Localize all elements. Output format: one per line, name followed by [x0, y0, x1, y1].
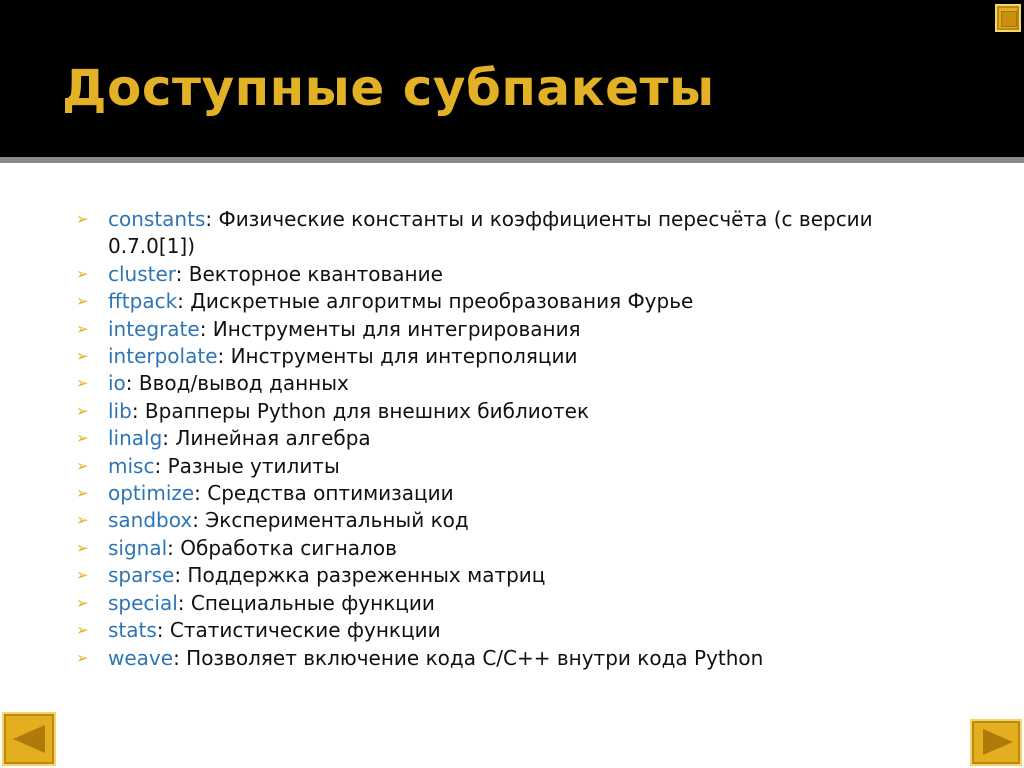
subpackage-description: : Инструменты для интерполяции — [217, 344, 578, 369]
list-item — [76, 288, 916, 315]
arrow-bullet-icon: ➢ — [76, 621, 89, 640]
triangle-left-icon — [13, 725, 45, 753]
arrow-bullet-icon: ➢ — [76, 538, 89, 557]
list-item — [76, 645, 916, 672]
subpackage-name: special — [108, 590, 178, 615]
subpackage-name: cluster — [108, 261, 176, 286]
subpackage-name: sandbox — [108, 508, 193, 533]
title-divider — [0, 157, 1024, 163]
arrow-bullet-icon: ➢ — [76, 593, 89, 612]
list-item — [76, 562, 916, 589]
list-item — [76, 316, 916, 343]
subpackage-description: : Линейная алгебра — [162, 426, 371, 451]
subpackage-name: integrate — [108, 316, 200, 341]
subpackage-name: constants — [108, 207, 206, 231]
arrow-bullet-icon: ➢ — [76, 292, 89, 311]
subpackage-description: : Позволяет включение кода C/C++ внутри кода Python — [173, 645, 764, 670]
home-button[interactable] — [995, 4, 1021, 32]
list-item — [76, 261, 916, 288]
subpackage-name: interpolate — [108, 344, 218, 369]
subpackage-description: : Векторное квантование — [175, 261, 443, 286]
subpackage-name: fftpack — [108, 289, 178, 314]
arrow-bullet-icon: ➢ — [76, 648, 89, 667]
arrow-bullet-icon: ➢ — [76, 511, 89, 530]
subpackage-name: optimize — [108, 481, 195, 506]
subpackage-name: sparse — [108, 563, 175, 588]
subpackage-description: : Врапперы Python для внешних библиотек — [131, 398, 590, 423]
arrow-bullet-icon: ➢ — [76, 347, 89, 366]
list-item — [76, 425, 916, 452]
arrow-bullet-icon: ➢ — [76, 319, 89, 338]
subpackage-name: linalg — [108, 426, 163, 451]
arrow-bullet-icon: ➢ — [76, 374, 89, 393]
arrow-bullet-icon: ➢ — [76, 401, 89, 420]
list-item — [76, 398, 916, 425]
subpackage-description: : Физические константы и коэффициенты пересчёта (с версии 0.7.0[1]) — [108, 207, 873, 259]
title-bar — [0, 0, 1024, 157]
subpackage-description: : Разные утилиты — [154, 453, 340, 478]
list-item — [76, 507, 916, 534]
list-item — [76, 535, 916, 562]
subpackage-name: misc — [108, 453, 155, 478]
subpackage-description: : Специальные функции — [177, 590, 435, 615]
arrow-bullet-icon: ➢ — [76, 264, 89, 283]
list-item — [76, 453, 916, 480]
subpackage-name: stats — [108, 618, 157, 643]
subpackage-description: : Обработка сигналов — [167, 535, 397, 560]
subpackage-name: signal — [108, 535, 168, 560]
subpackage-description: : Инструменты для интегрирования — [199, 316, 581, 341]
list-item — [76, 206, 916, 261]
arrow-bullet-icon: ➢ — [76, 456, 89, 475]
list-item — [76, 370, 916, 397]
arrow-bullet-icon: ➢ — [76, 210, 89, 228]
subpackage-description: : Ввод/вывод данных — [125, 371, 349, 396]
arrow-bullet-icon: ➢ — [76, 429, 89, 448]
subpackage-description: : Поддержка разреженных матриц — [174, 563, 546, 588]
subpackage-list — [76, 206, 916, 672]
previous-slide-button[interactable] — [2, 712, 56, 766]
slide-title: Доступные субпакеты — [62, 59, 715, 117]
home-icon — [1001, 11, 1017, 27]
subpackage-description: : Дискретные алгоритмы преобразования Фурье — [177, 289, 694, 314]
subpackage-description: : Статистические функции — [156, 618, 441, 643]
triangle-right-icon — [983, 729, 1013, 755]
arrow-bullet-icon: ➢ — [76, 566, 89, 585]
next-slide-button[interactable] — [970, 719, 1022, 766]
list-item — [76, 590, 916, 617]
list-item — [76, 343, 916, 370]
list-item — [76, 617, 916, 644]
list-item — [76, 480, 916, 507]
subpackage-name: io — [108, 371, 126, 396]
subpackage-name: lib — [108, 398, 132, 423]
arrow-bullet-icon: ➢ — [76, 484, 89, 503]
subpackage-description: : Средства оптимизации — [194, 481, 454, 506]
subpackage-description: : Экспериментальный код — [192, 508, 469, 533]
subpackage-name: weave — [108, 645, 174, 670]
